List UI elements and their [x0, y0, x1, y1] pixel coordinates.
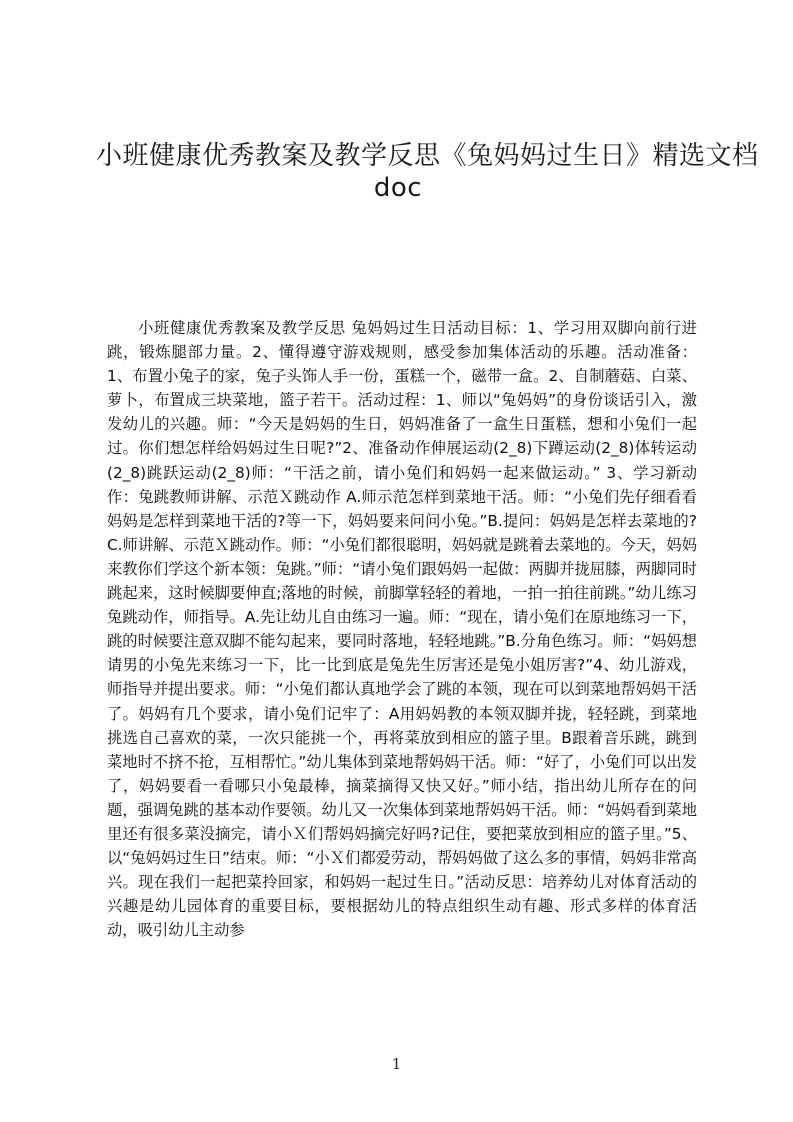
title-line-1: 小班健康优秀教案及教学反思《兔妈妈过生日》精选文档 [96, 141, 759, 171]
document-title [96, 140, 759, 204]
document-body: 小班健康优秀教案及教学反思 兔妈妈过生日活动目标：1、学习用双脚向前行进跳，锻炼腿部力量。2、懂得遵守游戏规则，感受参加集体活动的乐趣。活动准备： 1、布置小兔子的家，兔子头饰人手一份，蛋糕一个，磁带一盒。2、自制蘑菇、白菜、萝卜，布置成三块菜地，篮子若干。活动过程：1、师以“兔妈妈”的身份谈话引入，激发幼儿的兴趣。师：“今天是妈妈的生日，妈妈准备了一盒生日蛋糕，想和小兔们一起过。你们想怎样给妈妈过生日呢?”2、准备动作伸展运动(2_8)下蹲运动(2_8)体转运动(2_8)跳跃运动(2_8)师：“干活之前，请小兔们和妈妈一起来做运动。” 3、学习新动作：兔跳教师讲解、示范Ｘ跳动作 A.师示范怎样到菜地干活。师：“小兔们先仔细看看妈妈是怎样到菜地干活的?等一下，妈妈要来问问小兔。”B.提问：妈妈是怎样去菜地的?C.师讲解、示范Ｘ跳动作。师：“小兔们都很聪明，妈妈就是跳着去菜地的。今天，妈妈来教你们学这个新本领：兔跳。”师：“请小兔们跟妈妈一起做：两脚并拢屈膝，两脚同时跳起来，这时候脚要伸直;落地的时候，前脚掌轻轻的着地，一拍一拍往前跳。”幼儿练习兔跳动作，师指导。A.先让幼儿自由练习一遍。师：“现在，请小兔们在原地练习一下，跳的时候要注意双脚不能勾起来，要同时落地，轻轻地跳。”B.分角色练习。师：“妈妈想请男的小兔先来练习一下，比一比到底是兔先生厉害还是兔小姐厉害?”4、幼儿游戏，师指导并提出要求。师：“小兔们都认真地学会了跳的本领，现在可以到菜地帮妈妈干活了。妈妈有几个要求，请小兔们记牢了：A用妈妈教的本领双脚并拢，轻轻跳，到菜地挑选自己喜欢的菜，一次只能挑一个，再将菜放到相应的篮子里。B跟着音乐跳，跳到菜地时不挤不抢，互相帮忙。”幼儿集体到菜地帮妈妈干活。师：“好了，小兔们可以出发了，妈妈要看一看哪只小兔最棒，摘菜摘得又快又好。”师小结，指出幼儿所存在的问题，强调兔跳的基本动作要领。幼儿又一次集体到菜地帮妈妈干活。师：“妈妈看到菜地里还有很多菜没摘完，请小Ｘ们帮妈妈摘完好吗?记住，要把菜放到相应的篮子里。”5、以“兔妈妈过生日”结束。师：“小Ｘ们都爱劳动，帮妈妈做了这么多的事情，妈妈非常高兴。现在我们一起把菜拎回家，和妈妈一起过生日。”活动反思：培养幼儿对体育活动的兴趣是幼儿园体育的重要目标，要根据幼儿的特点组织生动有趣、形式多样的体育活动，吸引幼儿主动参 [107, 319, 697, 940]
page-number: 1 [391, 1055, 402, 1073]
title-line-2: doc [373, 173, 423, 203]
